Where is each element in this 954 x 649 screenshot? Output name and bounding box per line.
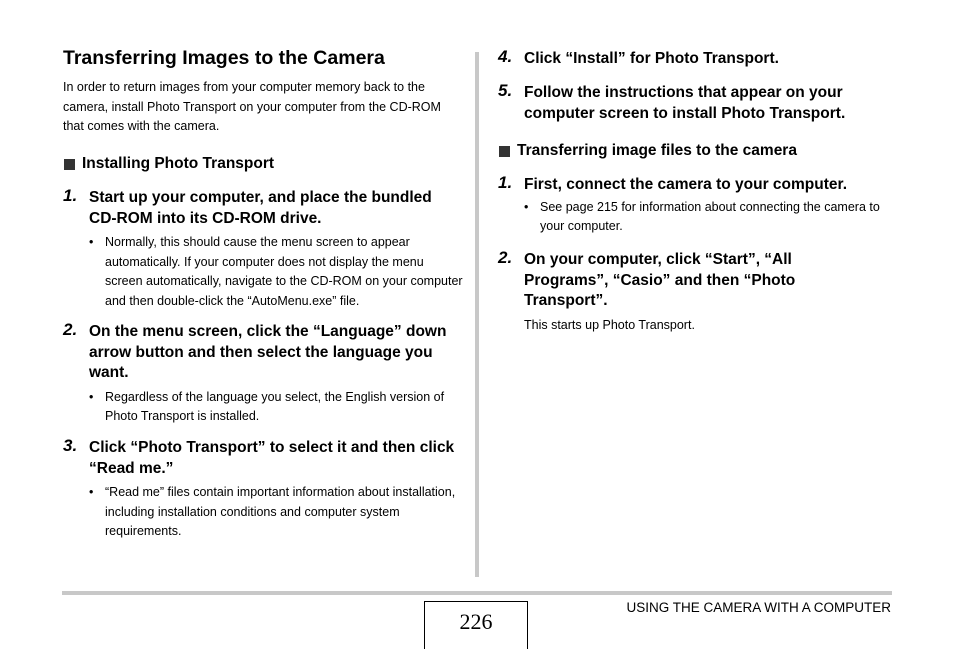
install-step-2 — [63, 322, 463, 427]
square-bullet-icon — [499, 146, 510, 157]
step-note-text: Regardless of the language you select, the English version of Photo Transport is installed. — [105, 389, 445, 423]
step-text: Click “Photo Transport” to select it and then click “Read me.” — [89, 439, 455, 477]
step-note-text: “Read me” files contain important information about installation, including installation conditions and computer system requirements. — [105, 485, 456, 538]
step-number: 3. — [63, 436, 78, 455]
page-number: 226 — [424, 601, 528, 649]
step-note — [89, 388, 463, 427]
install-step-4 — [498, 49, 890, 70]
step-number: 5. — [498, 81, 513, 100]
column-divider — [475, 52, 479, 577]
transfer-step-2 — [498, 250, 868, 335]
step-text: First, connect the camera to your computer. — [524, 176, 847, 193]
step-text: Start up your computer, and place the bundled CD-ROM into its CD-ROM drive. — [89, 189, 432, 227]
step-text: Click “Install” for Photo Transport. — [524, 50, 779, 67]
section-heading-text: Transferring image files to the camera — [517, 142, 797, 159]
step-note — [524, 198, 890, 237]
bullet-icon: • — [89, 389, 94, 404]
step-number: 1. — [498, 173, 513, 192]
footer-rule — [62, 591, 892, 595]
bullet-icon: • — [524, 199, 529, 214]
step-result-text: This starts up Photo Transport. — [524, 317, 695, 332]
square-bullet-icon — [64, 159, 75, 170]
step-note-text: Normally, this should cause the menu screen to appear automatically. If your computer does not display the menu screen automatically, navigate to the CD-ROM on your computer and then double-click the “AutoMenu.exe” file. — [105, 235, 463, 308]
step-text: Follow the instructions that appear on your computer screen to install Photo Transport. — [524, 84, 846, 122]
section-heading-installing — [63, 155, 274, 173]
step-text: On your computer, click “Start”, “All Programs”, “Casio” and then “Photo Transport”. — [524, 251, 796, 309]
bullet-icon: • — [89, 485, 94, 499]
transfer-step-1 — [498, 175, 890, 237]
section-heading-text: Installing Photo Transport — [82, 155, 275, 172]
step-number: 4. — [498, 47, 513, 66]
step-text: On the menu screen, click the “Language” down arrow button and then select the language you want. — [89, 323, 447, 381]
step-number: 2. — [63, 320, 78, 339]
install-step-3 — [63, 438, 463, 542]
step-note — [89, 233, 463, 311]
install-step-5 — [498, 83, 890, 124]
intro-paragraph: In order to return images from your computer memory back to the camera, install Photo Transport on your computer from the CD-ROM that comes with the camera. — [63, 80, 441, 133]
chapter-label: USING THE CAMERA WITH A COMPUTER — [626, 600, 891, 615]
step-number: 2. — [498, 248, 513, 267]
step-note-text: See page 215 for information about connecting the camera to your computer. — [540, 199, 880, 233]
step-number: 1. — [63, 186, 78, 205]
section-heading-transferring — [498, 142, 797, 160]
install-step-1 — [63, 188, 463, 311]
page-title: Transferring Images to the Camera — [63, 47, 385, 69]
step-note — [89, 483, 463, 542]
bullet-icon: • — [89, 235, 94, 249]
